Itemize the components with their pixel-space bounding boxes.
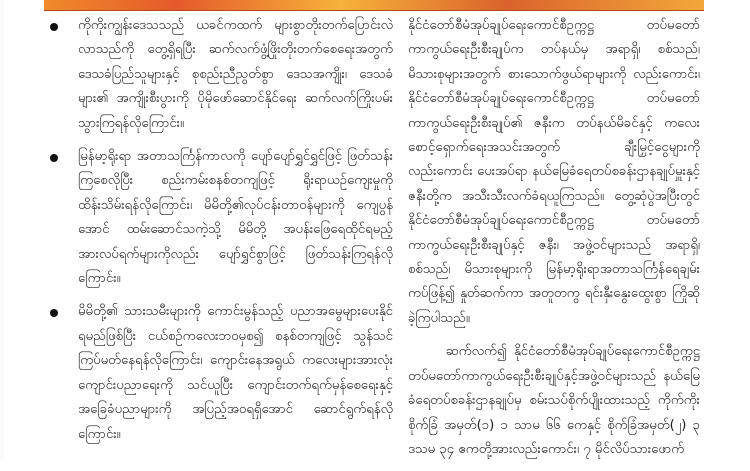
bullet-text: မိမိတို့၏ သားသမီးများကို ကောင်းမွန်သည့် ပညာအမွေများပေးနိုင်ရမည်ဖြစ်ပြီး ငယ်စဉ်ကလေးဘဝမှစ၍ စနစ်တကျဖြင့် သွန်သင်ကြပ်မတ်နေရန်လိုကြောင်း၊ ကျောင်းနေအရွယ် ကလေးများအားလုံး ကျောင်းပညာရေးကို သင်ယူပြီး ကျောင်းတက်ရက်မှန်စေရေးနှင့် အခြေခံပညာများကို အပြည့်အဝရရှိအောင် ဆောင်ရွက်ရန်လိုကြောင်း။ xyxy=(78,304,393,442)
body-paragraph: နိုင်ငံတော်စီမံအုပ်ချုပ်ရေးကောင်စီဥက္ကဋ္ဌ တပ်မတော်ကာကွယ်ရေးဦးစီးချုပ်က တပ်နယ်မှ အရာရှိ၊ စစ်သည်၊ မိသားစုများအတွက် စားသောက်ဖွယ်ရာများကို လည်းကောင်း၊ နိုင်ငံတော်စီမံအုပ်ချုပ်ရေးကောင်စီဥက္ကဋ္ဌ တပ်မတော်ကာကွယ်ရေးဦးစီးချုပ်၏ ဇနီးက တပ်နယ်မိခင်နှင့် ကလေးစောင့်ရှောက်ရေးအသင်းအတွက် ချီးမြှင့်ငွေများကိုလည်းကောင်း ပေးအပ်ရာ နယ်မြေခံရေတပ်စခန်းဌာနချုပ်မှူးနှင့် ဇနီးတို့က အသီးသီးလက်ခံရယူကြသည်။ တွေ့ဆုံပွဲအပြီးတွင် နိုင်ငံတော်စီမံအုပ်ချုပ်ရေးကောင်စီဥက္ကဋ္ဌ တပ်မတော်ကာကွယ်ရေးဦးစီးချုပ်နှင့် ဇနီး၊ အဖွဲ့ဝင်များသည် အရာရှိ၊ စစ်သည်၊ မိသားစုများကို မြန်မာ့ရိုးရာအတာသင်္ကြန်ရေချမ်းကပ်ဖြန့်၍ နှုတ်ဆက်ကာ အတူတကွ ရင်းနှီးနွေးထွေးစွာ ကြိုဆိုခဲ့ကြပါသည်။ xyxy=(408,18,700,326)
left-column xyxy=(48,14,393,456)
header-photo-strip xyxy=(44,0,704,11)
bullet-item xyxy=(48,14,393,136)
bullet-dot-icon xyxy=(50,23,58,31)
body-paragraph-indented: ဆက်လက်၍ နိုင်ငံတော်စီမံအုပ်ချုပ်ရေးကောင်စီဥက္ကဋ္ဌ တပ်မတော်ကာကွယ်ရေးဦးစီးချုပ်နှင့်အဖွဲ့ဝင်များသည် နယ်မြေခံရေတပ်စခန်းဌာနချုပ်မှ စမ်းသပ်စိုက်ပျိုးထားသည့် ကိုက်ကိုးစိုက်ခြံ အမှတ်(၁) ၁ သာမ ၆၆ ကေနှင့် စိုက်ခြံအမှတ်(၂) ၃ ဒသမ ၃၄ ဧကတို့အားလည်းကောင်း၊ ၇ မိုင်လိပ်သားဖောက် xyxy=(408,344,700,457)
bullet-dot-icon xyxy=(50,309,58,317)
page-edge xyxy=(0,0,4,460)
bullet-text: ကိုကိုးကျွန်းဒေသသည် ယခင်ကထက် များစွာတိုးတက်ပြောင်းလဲလာသည်ကို တွေ့ရှိရပြီး ဆက်လက်ဖွံ့ဖြိုးတိုးတက်စေရေးအတွက် ဒေသခံပြည်သူများနှင့် စုစည်းညီညွတ်စွာ ဒေသအကျိုး၊ ဒေသခံများ၏ အကျိုးစီးပွားကို ပိုမိုဖော်ဆောင်နိုင်ရေး ဆက်လက်ကြိုးပမ်းသွားကြရန်လိုကြောင်း။ xyxy=(78,18,393,131)
right-column xyxy=(408,14,700,471)
bullet-dot-icon xyxy=(50,154,58,162)
bullet-item xyxy=(48,145,393,291)
bullet-list xyxy=(48,14,393,447)
bullet-item xyxy=(48,300,393,446)
bullet-text: မြန်မာ့ရိုးရာ အတာသင်္ကြန်ကာလကို ပျော်ပျော်ရွှင်ရွှင်ဖြင့် ဖြတ်သန်းကြစေလိုပြီး စည်းကမ်းစနစ်တကျဖြင့် ရိုးရာယဉ်ကျေးမှုကို ထိန်းသိမ်းရန်လိုကြောင်း၊ မိမိတို့၏လုပ်ငန်းတာဝန်များကို ကျေပွန်အောင် ထမ်းဆောင်သကဲ့သို့ မိမိတို့ အပန်းဖြေရေထိုင်ရမည့် အားလပ်ရက်များကိုလည်း ပျော်ရွှင်စွာဖြင့် ဖြတ်သန်းကြရန်လိုကြောင်း။ xyxy=(78,149,393,287)
